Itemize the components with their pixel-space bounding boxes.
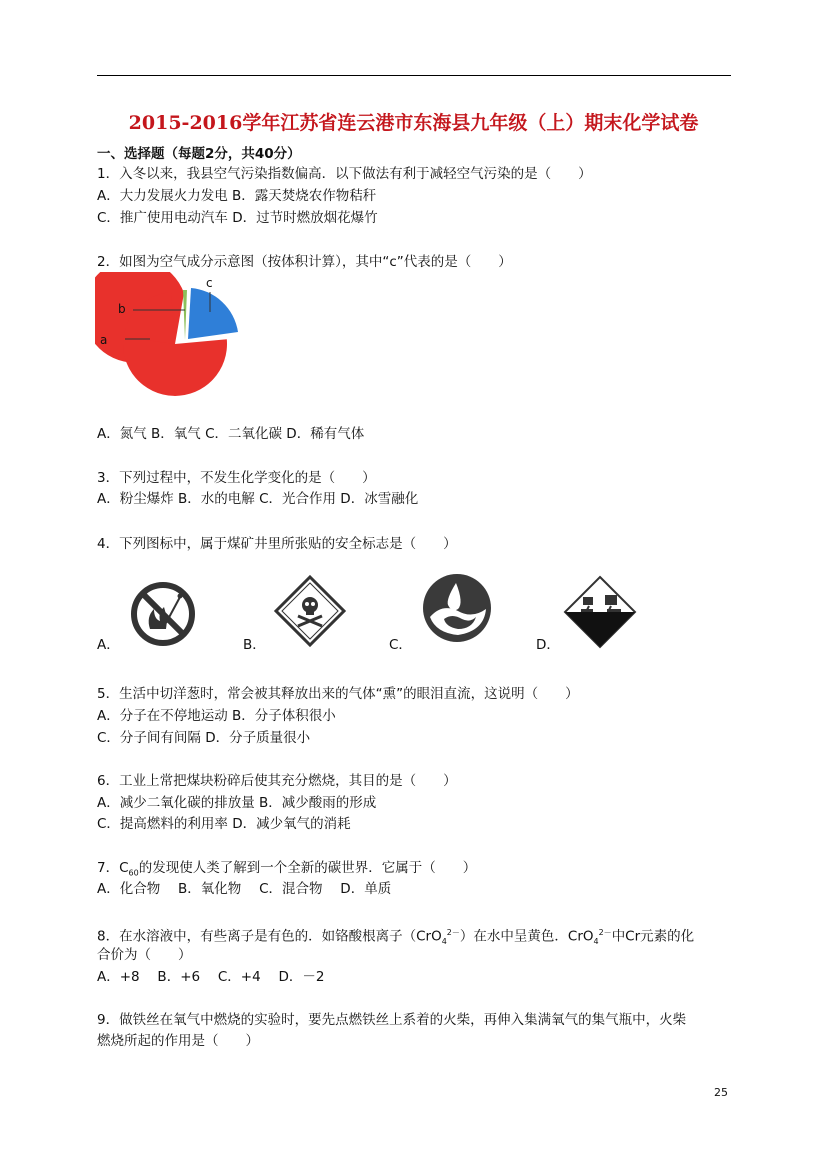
pie-slice-c [188, 288, 238, 339]
pie-label-a: a [100, 333, 108, 347]
q5-options-ab: A．分子在不停地运动 B．分子体积很小 [97, 708, 336, 724]
q4-label-a: A． [97, 637, 120, 653]
q7-stem: 7．$C_{60}$的发现使人类了解到一个全新的碳世界．它属于（ ） [97, 860, 477, 878]
top-rule [97, 75, 731, 76]
q9-stem-line2: 燃烧所起的作用是（ ） [97, 1033, 259, 1049]
q5-options-cd: C．分子间有间隔 D．分子质量很小 [97, 730, 311, 746]
page-number: 25 [714, 1086, 728, 1099]
q3-stem: 3．下列过程中，不发生化学变化的是（ ） [97, 470, 376, 486]
q9-stem-line1: 9．做铁丝在氧气中燃烧的实验时，要先点燃铁丝上系着的火柴，再伸入集满氧气的集气瓶中，火柴 [97, 1012, 687, 1028]
q4-label-d: D． [536, 637, 560, 653]
q8-stem-line2: 合价为（ ） [97, 947, 192, 963]
q7-options: A．化合物 B．氧化物 C．混合物 D．单质 [97, 881, 392, 897]
q4-label-b: B． [243, 637, 266, 653]
q4-stem: 4．下列图标中，属于煤矿井里所张贴的安全标志是（ ） [97, 536, 457, 552]
pie-slice-a-body [123, 337, 227, 396]
water-saving-sign-icon [422, 573, 492, 643]
pie-label-b: b [118, 302, 126, 316]
q8-stem-line1: 8．在水溶液中，有些离子是有色的．如铬酸根离子（CrO$_4^{2-}$）在水中呈黄色．CrO$_4^{2-}$中Cr元素的化 [97, 928, 695, 947]
q8-options: A．+8 B．+6 C．+4 D．－2 [97, 969, 325, 985]
q3-options: A．粉尘爆炸 B．水的电解 C．光合作用 D．冰雪融化 [97, 491, 419, 507]
q6-options-ab: A．减少二氧化碳的排放量 B．减少酸雨的形成 [97, 795, 377, 811]
q6-stem: 6．工业上常把煤块粉碎后使其充分燃烧，其目的是（ ） [97, 773, 457, 789]
toxic-sign-icon [273, 574, 347, 648]
air-composition-pie [95, 272, 245, 422]
corrosive-sign-icon [563, 575, 637, 649]
section-heading: 一、选择题（每题2分，共40分） [97, 146, 301, 162]
q2-options: A．氮气 B．氧气 C．二氧化碳 D．稀有气体 [97, 426, 365, 442]
q6-options-cd: C．提高燃料的利用率 D．减少氧气的消耗 [97, 816, 351, 832]
q4-label-c: C． [389, 637, 412, 653]
pie-label-c: c [206, 276, 213, 290]
no-fire-sign-icon [128, 579, 198, 649]
q1-options-cd: C．推广使用电动汽车 D．过节时燃放烟花爆竹 [97, 210, 378, 226]
exam-title: 2015-2016学年江苏省连云港市东海县九年级（上）期末化学试卷 [128, 112, 699, 134]
q1-stem: 1．入冬以来，我县空气污染指数偏高．以下做法有利于减轻空气污染的是（ ） [97, 166, 592, 182]
q1-options-ab: A．大力发展火力发电 B．露天焚烧农作物秸秆 [97, 188, 377, 204]
q2-stem: 2．如图为空气成分示意图（按体积计算），其中“c”代表的是（ ） [97, 254, 512, 270]
q5-stem: 5．生活中切洋葱时，常会被其释放出来的气体“熏”的眼泪直流，这说明（ ） [97, 686, 579, 702]
pie-slice-b [183, 290, 187, 340]
